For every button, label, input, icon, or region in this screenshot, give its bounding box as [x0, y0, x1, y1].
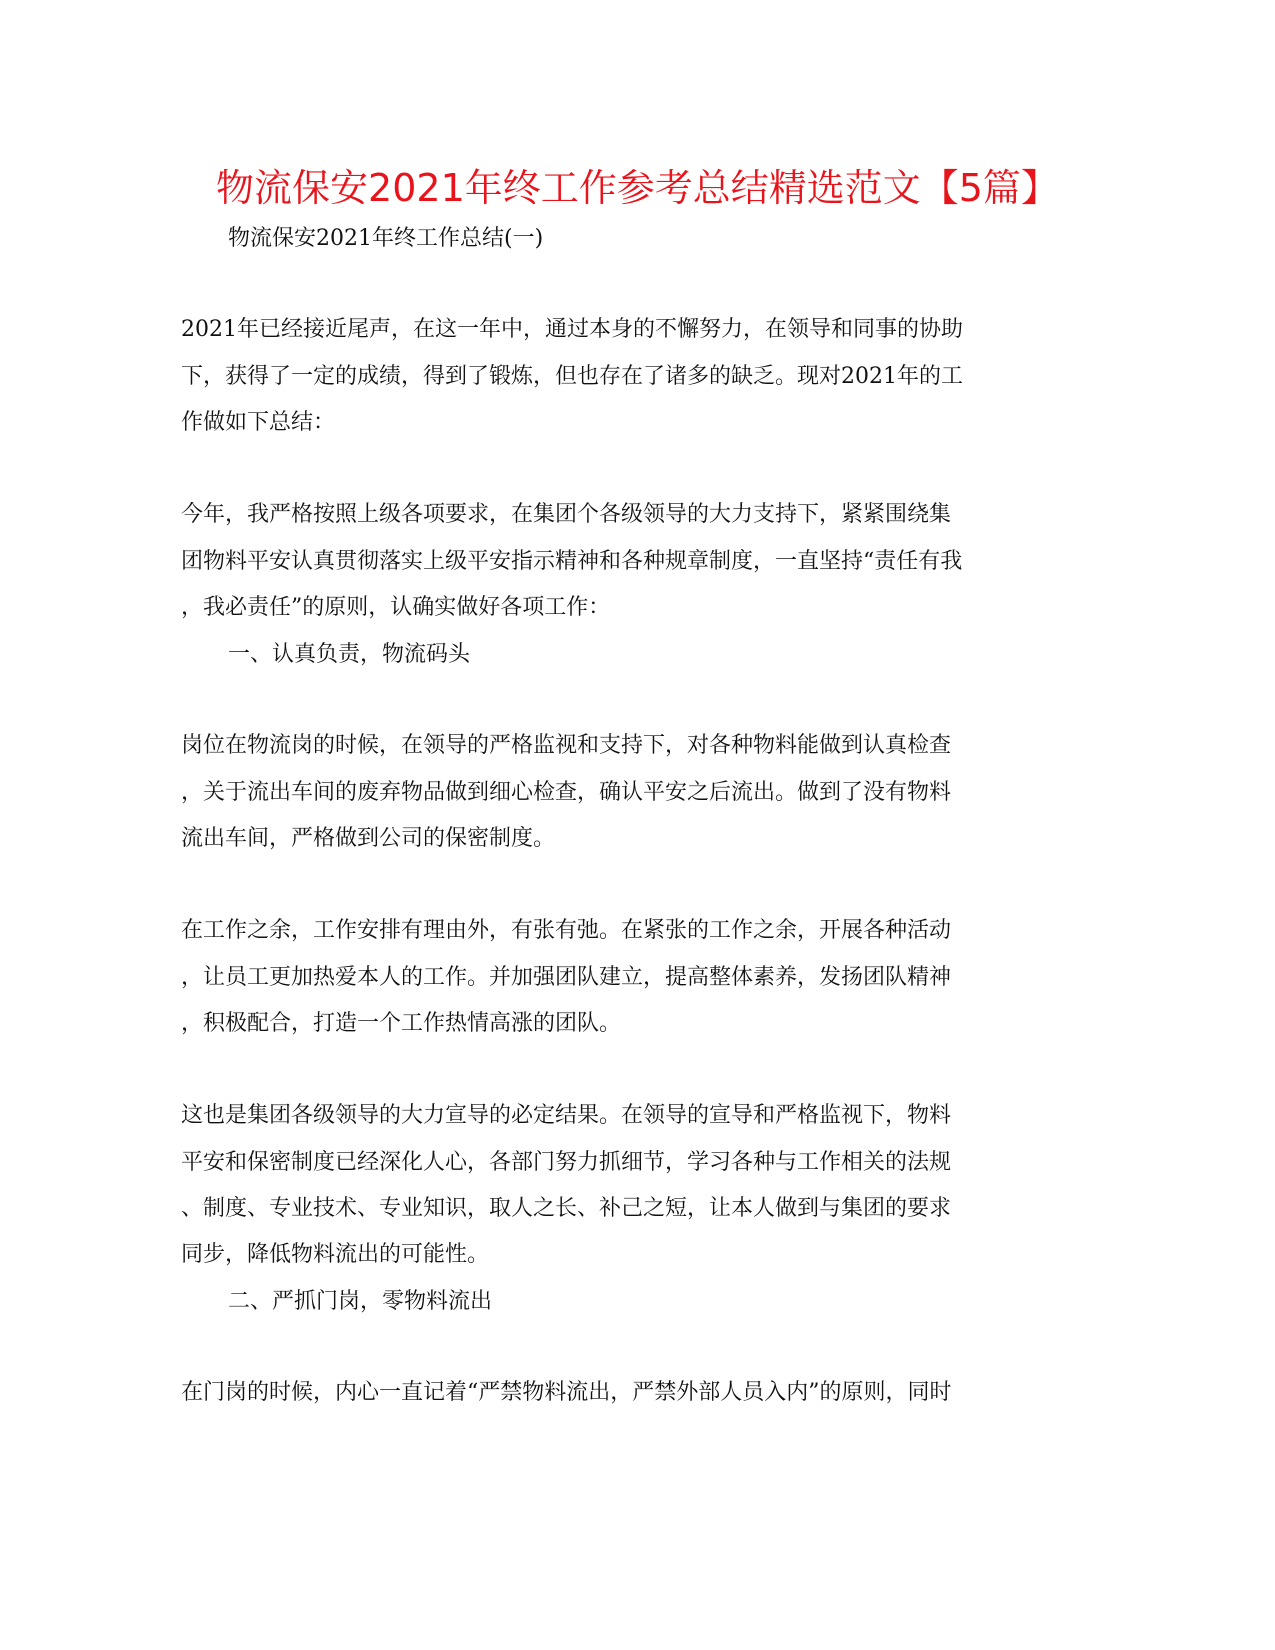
document-title: 物流保安2021年终工作参考总结精选范文【5篇】: [216, 166, 1059, 210]
paragraph-line: ，关于流出车间的废弃物品做到细心检查，确认平安之后流出。做到了没有物料: [181, 780, 952, 805]
paragraph-line: 2021年已经接近尾声，在这一年中，通过本身的不懈努力，在领导和同事的协助: [181, 317, 963, 342]
paragraph-line: 作做如下总结：: [181, 410, 336, 435]
paragraph-line: 团物料平安认真贯彻落实上级平安指示精神和各种规章制度，一直坚持“责任有我: [181, 549, 963, 574]
paragraph-line: 这也是集团各级领导的大力宣导的必定结果。在领导的宣导和严格监视下，物料: [181, 1103, 952, 1128]
paragraph-line: ，让员工更加热爱本人的工作。并加强团队建立，提高整体素养，发扬团队精神: [181, 965, 952, 990]
paragraph-line: 、制度、专业技术、专业知识，取人之长、补己之短，让本人做到与集团的要求: [181, 1196, 952, 1221]
paragraph-line: 同步，降低物料流出的可能性。: [181, 1242, 490, 1267]
paragraph-line: 今年，我严格按照上级各项要求，在集团个各级领导的大力支持下，紧紧围绕集: [181, 502, 952, 527]
paragraph-line: ，我必责任”的原则，认确实做好各项工作：: [181, 595, 611, 620]
paragraph-line: 岗位在物流岗的时候，在领导的严格监视和支持下，对各种物料能做到认真检查: [181, 733, 952, 758]
paragraph-line: 平安和保密制度已经深化人心，各部门努力抓细节，学习各种与工作相关的法规: [181, 1150, 952, 1175]
paragraph-line: 流出车间，严格做到公司的保密制度。: [181, 826, 556, 851]
document-subtitle: 物流保安2021年终工作总结(一): [228, 226, 544, 251]
paragraph-line: 在门岗的时候，内心一直记着“严禁物料流出，严禁外部人员入内”的原则，同时: [181, 1380, 952, 1405]
paragraph-line: ，积极配合，打造一个工作热情高涨的团队。: [181, 1011, 622, 1036]
section-heading-1: 一、认真负责，物流码头: [228, 642, 471, 667]
section-heading-2: 二、严抓门岗，零物料流出: [228, 1289, 493, 1314]
paragraph-line: 在工作之余，工作安排有理由外，有张有弛。在紧张的工作之余，开展各种活动: [181, 918, 952, 943]
paragraph-line: 下，获得了一定的成绩，得到了锻炼，但也存在了诸多的缺乏。现对2021年的工: [181, 364, 963, 389]
